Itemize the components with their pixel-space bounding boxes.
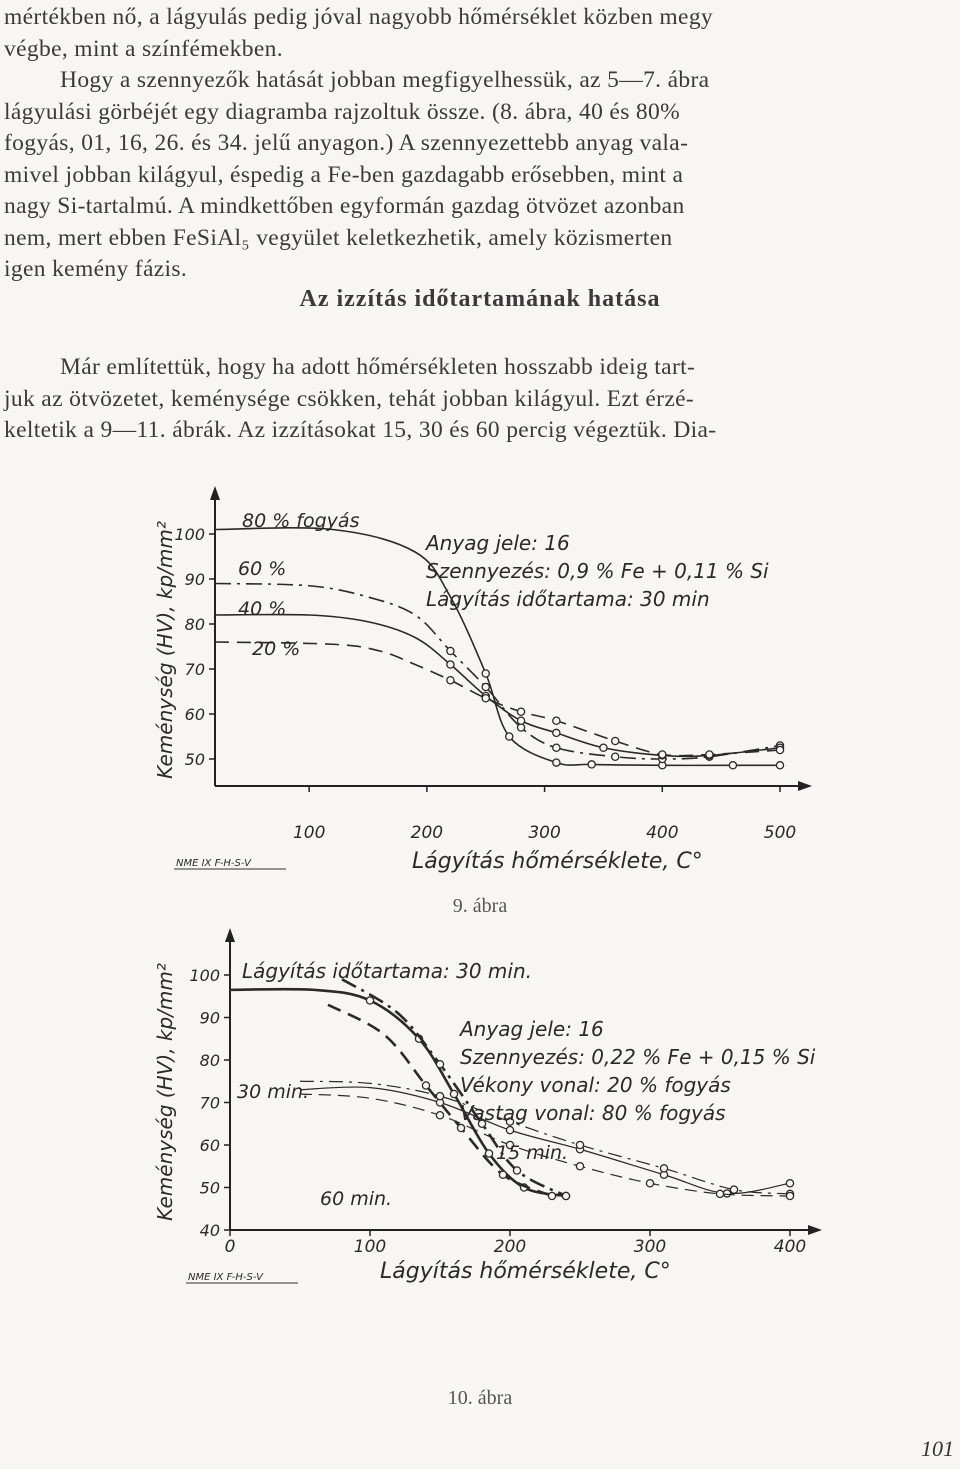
data-point bbox=[517, 717, 524, 724]
data-point bbox=[660, 1165, 667, 1172]
figure-10 bbox=[0, 922, 960, 1412]
data-point bbox=[588, 761, 595, 768]
data-point bbox=[553, 717, 560, 724]
data-point bbox=[447, 661, 454, 668]
data-point bbox=[499, 1171, 506, 1178]
data-point bbox=[548, 1192, 555, 1199]
text-line: igen kemény fázis. bbox=[4, 256, 188, 282]
chart-annotation: Anyag jele: 16 bbox=[426, 531, 570, 555]
y-tick-label: 60 bbox=[184, 705, 205, 724]
y-axis-arrow bbox=[225, 928, 235, 942]
data-point bbox=[562, 1192, 569, 1199]
text-line: mivel jobban kilágyul, éspedig a Fe-ben gazdagabb erősebben, mint a bbox=[4, 161, 684, 188]
data-point bbox=[730, 1186, 737, 1193]
paragraph-1 bbox=[4, 2, 954, 286]
data-point bbox=[553, 759, 560, 766]
data-point bbox=[576, 1141, 583, 1148]
figure-caption: 10. ábra bbox=[447, 1387, 513, 1409]
figure-9 bbox=[0, 470, 960, 920]
x-tick-label: 200 bbox=[493, 1237, 527, 1257]
data-point bbox=[600, 744, 607, 751]
data-point bbox=[786, 1192, 793, 1199]
text-line: juk az ötvözetet, keménysége csökken, tehát jobban kilágyul. Ezt érzé- bbox=[4, 385, 695, 412]
text-line: lágyulási görbéjét egy diagramba rajzoltuk össze. (8. ábra, 40 és 80% bbox=[4, 98, 681, 125]
x-tick-label: 400 bbox=[646, 823, 679, 843]
data-point bbox=[612, 737, 619, 744]
curve-label: 30 min. bbox=[237, 1081, 310, 1103]
data-point bbox=[447, 647, 454, 654]
data-point bbox=[646, 1180, 653, 1187]
data-point bbox=[366, 997, 373, 1004]
data-point bbox=[436, 1061, 443, 1068]
y-axis-label: Keménység (HV), kp/mm² bbox=[153, 521, 177, 779]
x-axis-label: Lágyítás hőmérséklete, C° bbox=[412, 849, 703, 874]
x-tick-label: 500 bbox=[763, 823, 797, 843]
x-tick-label: 300 bbox=[633, 1237, 667, 1257]
text-line: Hogy a szennyezők hatását jobban megfigyelhessük, az 5—7. ábra bbox=[60, 67, 710, 93]
data-point bbox=[553, 729, 560, 736]
series-label: 20 % bbox=[252, 638, 301, 660]
data-point bbox=[506, 1127, 513, 1134]
data-point bbox=[776, 762, 783, 769]
series-line bbox=[215, 615, 780, 757]
x-tick-label: 200 bbox=[410, 823, 444, 843]
chart-annotation: Vastag vonal: 80 % fogyás bbox=[460, 1101, 726, 1125]
curve-label: 60 min. bbox=[320, 1188, 393, 1210]
chart-annotation: Anyag jele: 16 bbox=[460, 1017, 604, 1041]
figure-stamp: NME IX F-H-S-V bbox=[188, 1272, 263, 1283]
y-axis-label: Keménység (HV), kp/mm² bbox=[153, 963, 177, 1221]
text-line: nagy Si-tartalmú. A mindkettőben egyformán gazdag ötvözet azonban bbox=[4, 193, 685, 219]
x-tick-label: 100 bbox=[292, 823, 326, 843]
data-point bbox=[723, 1190, 730, 1197]
x-axis-label: Lágyítás hőmérséklete, C° bbox=[380, 1259, 671, 1284]
paragraph-2 bbox=[4, 352, 954, 447]
data-point bbox=[706, 751, 713, 758]
data-point bbox=[729, 762, 736, 769]
data-point bbox=[612, 753, 619, 760]
section-title: Az izzítás időtartamának hatása bbox=[299, 286, 661, 312]
x-tick-label: 0 bbox=[224, 1237, 236, 1257]
y-tick-label: 90 bbox=[184, 570, 205, 589]
figure-stamp: NME IX F-H-S-V bbox=[176, 858, 251, 869]
data-point bbox=[716, 1190, 723, 1197]
y-tick-label: 60 bbox=[199, 1136, 220, 1155]
y-tick-label: 80 bbox=[199, 1051, 220, 1070]
data-point bbox=[482, 683, 489, 690]
chart-annotation: Vékony vonal: 20 % fogyás bbox=[460, 1073, 731, 1097]
x-tick-label: 300 bbox=[528, 823, 561, 843]
text-line: fogyás, 01, 16, 26. és 34. jelű anyagon.) A szennyezettebb anyag vala- bbox=[4, 130, 689, 156]
data-point bbox=[576, 1163, 583, 1170]
data-point bbox=[506, 733, 513, 740]
text-line: végbe, mint a színfémekben. bbox=[4, 35, 283, 62]
data-point bbox=[482, 670, 489, 677]
data-point bbox=[776, 746, 783, 753]
data-point bbox=[513, 1167, 520, 1174]
text-line: keltetik a 9—11. ábrák. Az izzításokat 15, 30 és 60 percig végeztük. Dia- bbox=[4, 417, 717, 443]
y-axis-arrow bbox=[210, 486, 220, 500]
y-tick-label: 70 bbox=[199, 1093, 220, 1113]
series-line bbox=[300, 1081, 790, 1194]
data-point bbox=[485, 1150, 492, 1157]
curve-label: 15 min. bbox=[496, 1142, 569, 1164]
y-tick-label: 80 bbox=[184, 615, 205, 634]
series-label: 60 % bbox=[238, 558, 287, 580]
data-point bbox=[436, 1112, 443, 1119]
figure-10-chart bbox=[0, 922, 960, 1412]
y-tick-label: 40 bbox=[199, 1221, 220, 1240]
text-line: Már említettük, hogy ha adott hőmérsékleten hosszabb ideig tart- bbox=[60, 354, 696, 380]
x-axis-arrow bbox=[798, 781, 812, 791]
y-tick-label: 70 bbox=[184, 660, 205, 679]
x-axis-arrow bbox=[808, 1225, 822, 1235]
x-tick-label: 400 bbox=[773, 1237, 807, 1257]
data-point bbox=[553, 744, 560, 751]
figure-caption: 9. ábra bbox=[452, 895, 508, 917]
data-point bbox=[482, 695, 489, 702]
data-point bbox=[436, 1093, 443, 1100]
data-point bbox=[457, 1124, 464, 1131]
y-tick-label: 100 bbox=[189, 966, 220, 985]
y-tick-label: 50 bbox=[184, 750, 205, 769]
data-point bbox=[450, 1090, 457, 1097]
text-line: nem, mert ebben FeSiAl₅ vegyület keletkezhetik, amely közismerten bbox=[4, 224, 673, 251]
text-line: mértékben nő, a lágyulás pedig jóval nagyobb hőmérséklet közben megy bbox=[4, 4, 714, 30]
data-point bbox=[447, 677, 454, 684]
chart-annotation: Lágyítás időtartama: 30 min bbox=[426, 587, 710, 611]
series-label: 80 % fogyás bbox=[242, 510, 360, 532]
chart-annotation: Lágyítás időtartama: 30 min. bbox=[242, 959, 532, 983]
data-point bbox=[422, 1082, 429, 1089]
data-point bbox=[517, 708, 524, 715]
chart-annotation: Szennyezés: 0,22 % Fe + 0,15 % Si bbox=[460, 1045, 816, 1069]
data-point bbox=[786, 1180, 793, 1187]
series-label: 40 % bbox=[238, 598, 287, 620]
x-tick-label: 100 bbox=[353, 1237, 387, 1257]
figure-9-chart bbox=[0, 470, 960, 920]
page-number: 101 bbox=[921, 1436, 954, 1461]
chart-annotation: Szennyezés: 0,9 % Fe + 0,11 % Si bbox=[426, 559, 769, 583]
y-tick-label: 90 bbox=[199, 1008, 220, 1028]
data-point bbox=[659, 751, 666, 758]
y-tick-label: 100 bbox=[174, 525, 205, 544]
y-tick-label: 50 bbox=[199, 1178, 220, 1198]
